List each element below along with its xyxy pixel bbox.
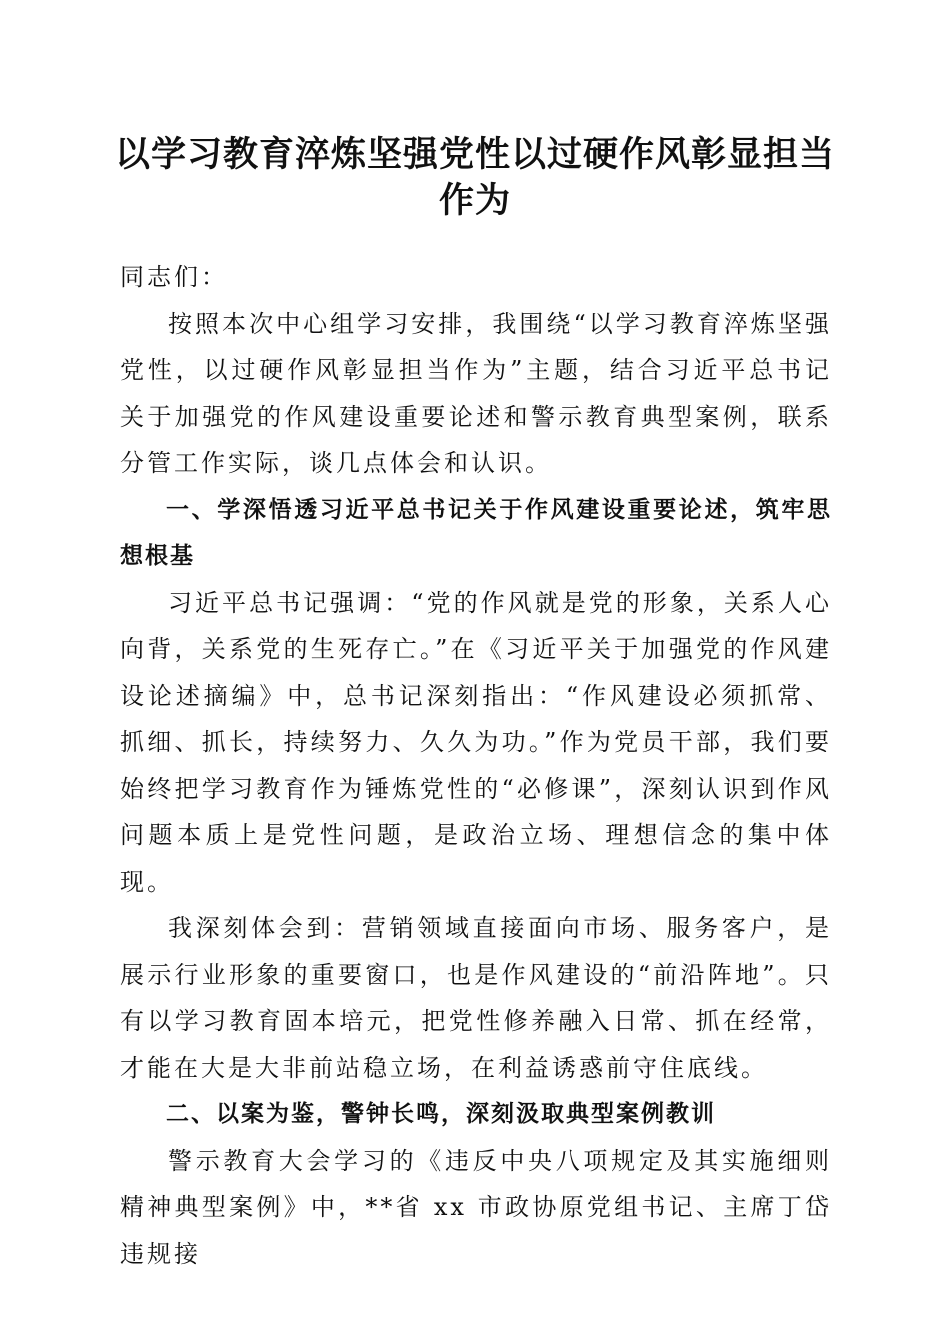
- document-title: [100, 132, 850, 224]
- title-line-2: 作为: [438, 180, 511, 221]
- paragraph-case: 警示教育大会学习的《违反中央八项规定及其实施细则精神典型案例》中，**省 xx 市政协原党组书记、主席丁岱违规接: [120, 1146, 832, 1268]
- paragraph-intro: 按照本次中心组学习安排，我围绕“以学习教育淬炼坚强党性，以过硬作风彰显担当作为”主题，结合习近平总书记关于加强党的作风建设重要论述和警示教育典型案例，联系分管工作实际，谈几点体会和认识。: [120, 309, 832, 477]
- title-line-1: 以学习教育淬炼坚强党性以过硬作风彰显担当: [114, 134, 835, 175]
- section-heading-1: 一、学深悟透习近平总书记关于作风建设重要论述，筑牢思想根基: [120, 496, 832, 569]
- paragraph-quote: 习近平总书记强调：“党的作风就是党的形象，关系人心向背，关系党的生死存亡。”在《习近平关于加强党的作风建设论述摘编》中，总书记深刻指出：“作风建设必须抓常、抓细、抓长，持续努力、久久为功。”作为党员干部，我们要始终把学习教育作为锤炼党性的“必修课”，深刻认识到作风问题本质上是党性问题，是政治立场、理想信念的集中体现。: [120, 588, 832, 896]
- document-body: [120, 254, 832, 1277]
- section-heading-2: 二、以案为鉴，警钟长鸣，深刻汲取典型案例教训: [166, 1101, 716, 1127]
- paragraph-reflection: 我深刻体会到：营销领域直接面向市场、服务客户，是展示行业形象的重要窗口，也是作风建设的“前沿阵地”。只有以学习教育固本培元，把党性修养融入日常、抓在经常，才能在大是大非前站稳立场，在利益诱惑前守住底线。: [120, 914, 832, 1082]
- salutation: 同志们：: [120, 263, 228, 291]
